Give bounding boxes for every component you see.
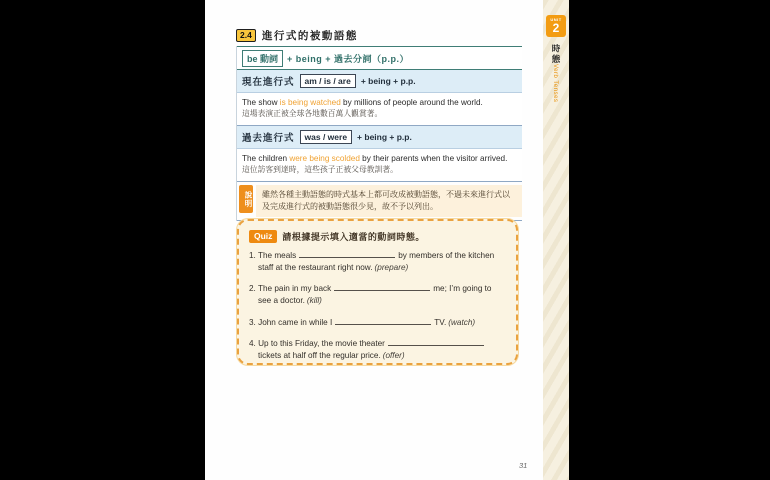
past-progressive-row	[237, 126, 522, 149]
quiz-badge: Quiz	[249, 230, 277, 243]
quiz-item-text: TV.	[434, 317, 447, 327]
quiz-item-text: 3. John came in while I	[249, 317, 333, 327]
quiz-item-text: 1. The meals	[249, 251, 297, 260]
example-text: by millions of people around the world.	[340, 98, 483, 107]
quiz-item-text: tickets at half off the regular price.	[258, 350, 381, 360]
formula-row	[237, 46, 522, 70]
past-example-chinese: 這位訪客到達時，這些孩子正被父母教訓著。	[242, 165, 398, 175]
past-example-english	[242, 153, 518, 164]
unit-label: UNIT	[550, 17, 562, 22]
section-header	[236, 28, 358, 43]
page-number: 31	[519, 461, 528, 470]
past-pattern-text: + being + p.p.	[357, 132, 412, 143]
answer-blank-4	[388, 338, 484, 346]
explanation-icon: 說明	[239, 185, 253, 213]
past-example-row	[237, 149, 522, 182]
explanation-note-row	[237, 182, 522, 221]
quiz-header	[249, 230, 506, 243]
highlighted-verb-phrase: were being scolded	[289, 154, 360, 164]
present-example-english	[242, 97, 518, 108]
quiz-item-4	[249, 338, 506, 362]
present-progressive-row	[237, 70, 522, 93]
answer-blank-2	[334, 283, 430, 291]
past-be-forms-box: was / were	[300, 130, 353, 144]
quiz-item-text: me; I’m going to see a doctor.	[258, 284, 492, 306]
page-edge	[543, 0, 569, 480]
formula-be-verb-box: be 動詞	[242, 50, 283, 67]
section-title: 進行式的被動語態	[261, 30, 358, 42]
present-example-chinese: 這場表演正被全球各地數百萬人觀賞著。	[242, 109, 383, 119]
unit-title-chinese: 時態	[551, 44, 561, 65]
quiz-box	[237, 219, 518, 365]
present-progressive-label: 現在進行式	[242, 77, 295, 88]
grammar-table	[236, 46, 522, 221]
unit-tab	[546, 15, 566, 37]
quiz-item-3	[249, 317, 506, 329]
quiz-item-1	[249, 250, 506, 274]
answer-blank-1	[299, 250, 395, 258]
present-pattern-text: + being + p.p.	[360, 76, 416, 86]
present-be-forms-box: am / is / are	[300, 74, 356, 88]
quiz-item-text: 4. Up to this Friday, the movie theater	[249, 338, 385, 348]
quiz-item-2	[249, 283, 506, 307]
verb-hint: (offer)	[382, 350, 405, 360]
verb-hint: (watch)	[448, 317, 476, 327]
example-text: by their parents when the visitor arrived.	[359, 154, 508, 164]
quiz-item-text: 2. The pain in my back	[249, 284, 332, 294]
example-text: The show	[242, 98, 280, 107]
section-number-badge: 2.4	[236, 29, 256, 42]
highlighted-verb-phrase: is being watched	[279, 98, 341, 107]
verb-hint: (prepare)	[374, 262, 409, 272]
present-example-row	[237, 93, 522, 126]
unit-number: 2	[552, 21, 560, 35]
formula-pattern-text: + being + 過去分詞（p.p.）	[287, 53, 410, 64]
example-text: The children	[242, 154, 290, 164]
verb-hint: (kill)	[306, 296, 322, 306]
explanation-text: 雖然各種主動語態的時式基本上都可改成被動語態，不過未來進行式以及完成進行式的被動語態很少見，故不予以列出。	[256, 185, 522, 217]
quiz-item-text: by members of the kitchen staff at the restaurant right now.	[258, 251, 495, 272]
unit-title-english: Verb Tenses	[552, 64, 558, 103]
quiz-instruction: 請根據提示填入適當的動詞時態。	[282, 232, 425, 242]
past-progressive-label: 過去進行式	[242, 133, 295, 145]
book-page	[205, 0, 543, 480]
answer-blank-3	[335, 317, 431, 325]
